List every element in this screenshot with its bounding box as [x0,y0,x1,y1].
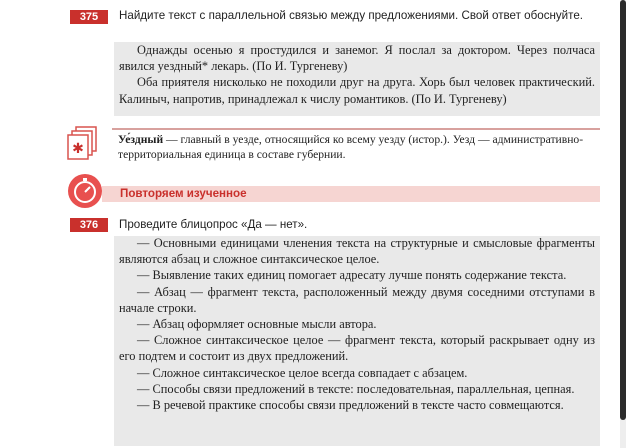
statement-item: — В речевой практике способы связи предложений в тексте часто совмещаются. [137,398,564,413]
svg-text:✱: ✱ [72,141,84,157]
footnote-definition: — главный в уезде, относящийся ко всему уезду (истор.). Уезд — административно-территориальная единица в составе губернии. [118,133,584,161]
asterisk-pages-icon [66,125,102,165]
task-376-instruction: Проведите блицопрос «Да — нет». [119,218,308,231]
footnote-term: Уе́здный [118,133,164,146]
statement-item: — Сложное синтаксическое целое — фрагмент текста, который раскрывает одну из его подтем и состоит из двух предложений. [119,333,595,364]
review-title: Повторяем изученное [120,187,247,200]
stopwatch-icon [68,174,102,208]
task-number-375: 375 [70,10,108,24]
task-number-376: 376 [70,218,108,232]
statements-list [119,235,595,413]
footnote [118,132,598,162]
statement-item: — Основными единицами членения текста на структурные и смысловые фрагменты являются абзац и сложное синтаксическое целое. [119,236,595,267]
scrollbar[interactable] [620,0,626,448]
statement-item: — Абзац оформляет основные мысли автора. [137,317,377,332]
text-paragraph-1: Однажды осенью я простудился и занемог. Я послал за доктором. Через полчаса явился уездный* лекарь. (По И. Тургеневу) [119,43,595,74]
textbook-page [14,0,602,448]
statement-item: — Способы связи предложений в тексте: последовательная, параллельная, цепная. [137,381,575,396]
scrollbar-thumb[interactable] [620,0,626,420]
statement-item: — Сложное синтаксическое целое всегда совпадает с абзацем. [137,365,468,380]
task-375-instruction: Найдите текст с параллельной связью между предложениями. Свой ответ обоснуйте. [119,9,584,22]
statement-item: — Абзац — фрагмент текста, расположенный между двумя соседними отступами в начале строки. [119,284,595,315]
text-paragraph-2: Оба приятеля нисколько не походили друг на друга. Хорь был человек практический. Калиныч, напротив, принадлежал к числу романтиков. (По И. Тургеневу) [119,75,595,106]
footnote-divider [112,128,600,130]
statement-item: — Выявление таких единиц помогает адресату лучше понять содержание текста. [137,268,567,283]
task-375-text [119,42,595,107]
